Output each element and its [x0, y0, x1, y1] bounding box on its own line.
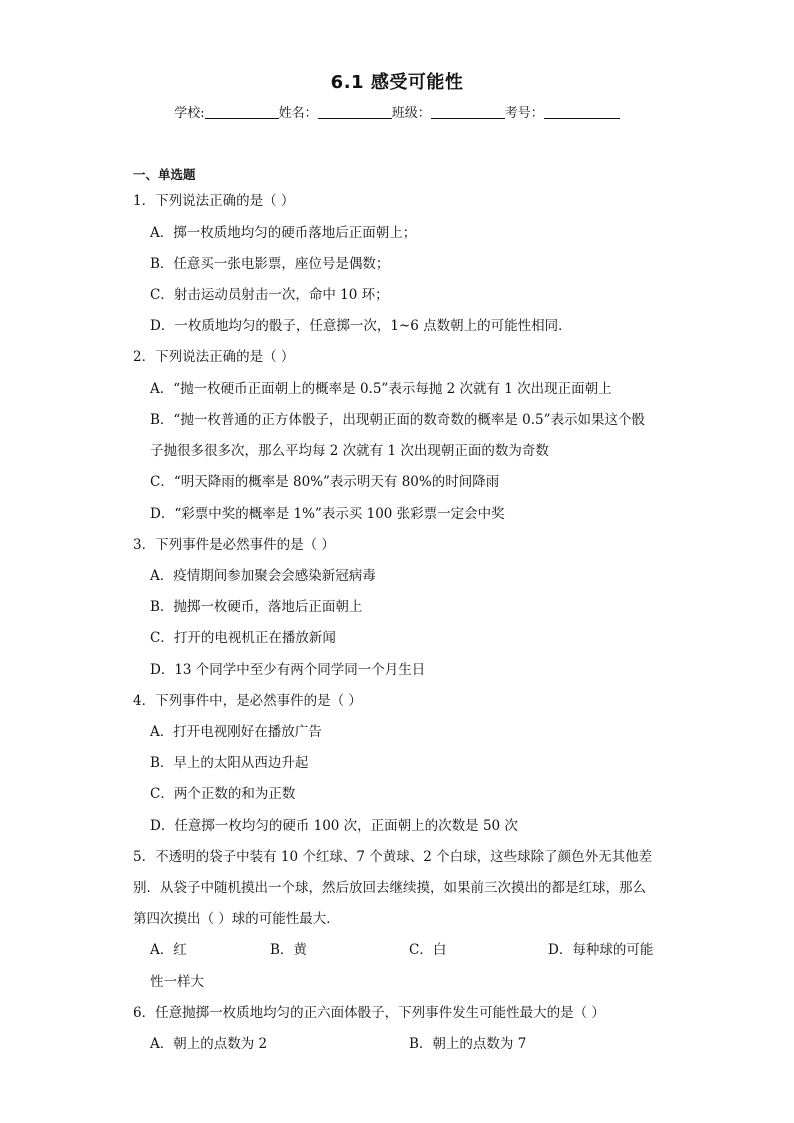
question-6-stem: 6．任意抛掷一枚质地均匀的正六面体骰子，下列事件发生可能性最大的是（ ） — [133, 1005, 605, 1021]
question-2-option-b-cont: 子抛很多很多次，那么平均每 2 次就有 1 次出现朝正面的数为奇数 — [150, 443, 549, 459]
question-3-option-a: A．疫情期间参加聚会会感染新冠病毒 — [150, 568, 376, 584]
question-1-stem: 1．下列说法正确的是（ ） — [133, 193, 295, 209]
question-6-option-a: A．朝上的点数为 2 — [150, 1036, 268, 1052]
question-5-option-d-cont: 性一样大 — [150, 974, 204, 990]
name-blank[interactable] — [318, 104, 392, 119]
school-blank[interactable] — [205, 104, 279, 119]
question-2-stem: 2．下列说法正确的是（ ） — [133, 349, 295, 365]
question-5-stem-line-2: 别．从袋子中随机摸出一个球，然后放回去继续摸，如果前三次摸出的都是红球，那么 — [133, 880, 646, 896]
question-3-option-c: C．打开的电视机正在播放新闻 — [150, 630, 336, 646]
question-1-option-b: B．任意买一张电影票，座位号是偶数； — [150, 256, 390, 272]
question-5-option-d: D．每种球的可能 — [548, 942, 654, 958]
question-5-option-b: B．黄 — [270, 942, 307, 958]
question-1-option-a: A．掷一枚质地均匀的硬币落地后正面朝上； — [150, 225, 417, 241]
question-1-option-c: C．射击运动员射击一次，命中 10 环； — [150, 287, 389, 303]
question-5-option-a: A．红 — [150, 942, 187, 958]
class-label: 班级： — [391, 106, 431, 121]
question-2-option-b: B．“抛一枚普通的正方体骰子，出现朝正面的数奇数的概率是 0.5”表示如果这个骰 — [150, 412, 645, 428]
question-5-stem-line-1: 5．不透明的袋子中装有 10 个红球、7 个黄球、2 个白球，这些球除了颜色外无其他差 — [133, 849, 653, 865]
question-3-stem: 3．下列事件是必然事件的是（ ） — [133, 537, 335, 553]
question-3-option-b: B．抛掷一枚硬币，落地后正面朝上 — [150, 599, 363, 615]
question-2-option-c: C．“明天降雨的概率是 80%”表示明天有 80%的时间降雨 — [150, 474, 500, 490]
question-3-option-d: D．13 个同学中至少有两个同学同一个月生日 — [150, 662, 426, 678]
question-4-option-c: C．两个正数的和为正数 — [150, 786, 296, 802]
question-4-stem: 4．下列事件中，是必然事件的是（ ） — [133, 693, 362, 709]
question-5-option-c: C．白 — [409, 942, 447, 958]
question-4-option-d: D．任意掷一枚均匀的硬币 100 次，正面朝上的次数是 50 次 — [150, 818, 518, 834]
question-6-option-b: B．朝上的点数为 7 — [409, 1036, 527, 1052]
exam-no-blank[interactable] — [544, 104, 620, 119]
question-4-option-a: A．打开电视刚好在播放广告 — [150, 724, 322, 740]
exam-no-label: 考号： — [504, 106, 544, 121]
student-info-row — [0, 102, 794, 121]
school-label: 学校: — [174, 106, 205, 121]
name-label: 姓名： — [278, 106, 318, 121]
question-5-stem-line-3: 第四次摸出（ ）球的可能性最大． — [133, 911, 340, 927]
question-1-option-d: D．一枚质地均匀的骰子，任意掷一次，1~6 点数朝上的可能性相同． — [150, 318, 572, 334]
question-2-option-d: D．“彩票中奖的概率是 1%”表示买 100 张彩票一定会中奖 — [150, 506, 505, 522]
class-blank[interactable] — [431, 104, 505, 119]
page-title: 6.1 感受可能性 — [330, 72, 464, 93]
question-2-option-a: A．“抛一枚硬币正面朝上的概率是 0.5”表示每抛 2 次就有 1 次出现正面朝上 — [150, 381, 612, 397]
question-4-option-b: B．早上的太阳从西边升起 — [150, 755, 309, 771]
section-heading: 一、单选题 — [133, 167, 196, 182]
